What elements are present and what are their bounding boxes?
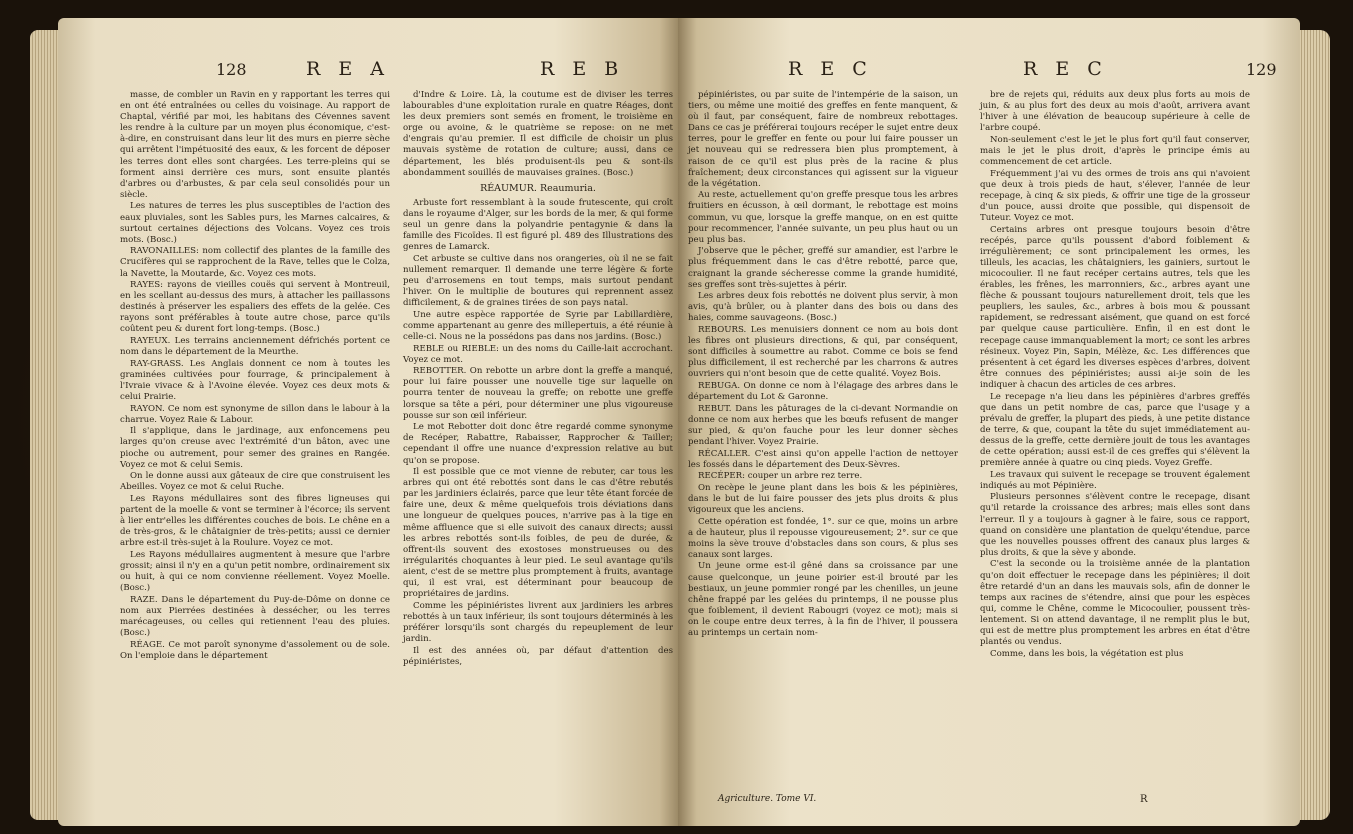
paragraph: REBOTTER. On rebotte un arbre dont la greffe a manqué, pour lui faire pousser une nouvelle tige sur laquelle on pourra tenter de nouveau la greffe; on rebotte une greffe lorsque sa tête a péri, pour déterminer une plus vigoureuse pousse sur son œil inférieur. xyxy=(403,366,673,421)
paragraph: Certains arbres ont presque toujours besoin d'être recépés, parce qu'ils poussent d'abord foiblement & irrégulièrement; ce sont principalement les ormes, les tilleuls, les acacias, les châtaigniers, les gainiers, surtout le micocoulier. Il ne faut recéper certains autres, tels que les érables, les frênes, les marronniers, &c., arbres ayant une flèche & poussant toujours naturellement droit, tels que les peupliers, les saules, &c., arbres à bois mou & poussant rapidement, se redressant aisément, que quand on est forcé par quelque cause particulière. Enfin, il en est dont le recepage cause immanquablement la mort; ce sont les arbres résineux. Voyez Pin, Sapin, Mélèze, &c. Les différences que présentent à cet égard les diverses espèces d'arbres, doivent être connues des pépiniéristes; aussi ai-je soin de les indiquer à chacun des articles de ces arbres. xyxy=(980,224,1250,390)
paragraph: Le recepage n'a lieu dans les pépinières d'arbres greffés que dans un petit nombre de cas, parce que l'usage y a prévalu de greffer, la plupart des pieds, à une petite distance de terre, & que, coupant la tête du sujet immédiatement au-dessus de la greffe, cette dernière jouit de tous les avantages de cette opération; aussi est-il de ces greffes qui s'élèvent la première année à quatre ou cinq pieds. Voyez Greffe. xyxy=(980,391,1250,469)
paragraph: Comme les pépiniéristes livrent aux jardiniers les arbres rebottés à un taux inférieur, ils sont toujours déterminés à les préférer lorsqu'ils sont chargés du repeuplement de leur jardin. xyxy=(403,600,673,644)
paragraph: RAYEUX. Les terrains anciennement défrichés portent ce nom dans le département de la Meurthe. xyxy=(120,336,390,358)
paragraph: RAYES: rayons de vieilles couës qui servent à Montreuil, en les scellant au-dessus des murs, à attacher les paillassons destinés à préserver les espaliers des effets de la gelée. Ces rayons sont préférables à toute autre chose, parce qu'ils coûtent peu & durent fort long-temps. (Bosc.) xyxy=(120,280,390,335)
paragraph: pépiniéristes, ou par suite de l'intempérie de la saison, un tiers, ou même une moitié des greffes en fente manquent, & où il faut, par conséquent, faire de nombreux rebottages. Dans ce cas je préférerai toujours recéper le sujet entre deux terres, pour le greffer en fente ou pour lui faire pousser un jet nouveau qui se redressera bien plus promptement, à raison de ce qu'il est plus près de la racine & plus fraîchement; deux circonstances qui agissent sur la vigueur de la végétation. xyxy=(688,90,958,189)
left-page-edges xyxy=(30,30,60,820)
paragraph: Les travaux qui suivent le recepage se trouvent également indiqués au mot Pépinière. xyxy=(980,469,1250,491)
paragraph: Plusieurs personnes s'élèvent contre le recepage, disant qu'il retarde la croissance des arbres; mais elles sont dans l'erreur. Il y a toujours à gagner à le faire, sous ce rapport, quand on considère une plantation de quelqu'étendue, parce que les nouvelles pousses offrent des canaux plus larges & plus droits, & que la sève y abonde. xyxy=(980,492,1250,558)
paragraph: Fréquemment j'ai vu des ormes de trois ans qui n'avoient que deux à trois pieds de haut, s'élever, l'année de leur recepage, à cinq & six pieds, & offrir une tige de la grosseur d'un pouce, aussi droite que possible, qui dispensoit de Tuteur. Voyez ce mot. xyxy=(980,168,1250,224)
right-page-edges xyxy=(1298,30,1330,820)
paragraph: Au reste, actuellement qu'on greffe presque tous les arbres fruitiers en écusson, à œil dormant, le rebottage est moins commun, vu que, lorsque la greffe manque, on en est quitte pour recommencer, l'année suivante, un peu plus haut ou un peu plus bas. xyxy=(688,190,958,245)
signature-mark: R xyxy=(1140,794,1148,805)
paragraph: Cet arbuste se cultive dans nos orangeries, où il ne se fait nullement remarquer. Il demande une terre légère & forte peu d'arrosemens en tout temps, mais surtout pendant l'hiver. On le multiplie de boutures qui reprennent assez difficilement, & de graines tirées de son pays natal. xyxy=(403,253,673,309)
paragraph: Les Rayons médullaires augmentent à mesure que l'arbre grossit; ainsi il n'y en a qu'un petit nombre, ordinairement six ou huit, à qui ce nom convienne réellement. Voyez Moelle. (Bosc.) xyxy=(120,549,390,594)
running-head-left: R E C xyxy=(788,58,873,80)
paragraph: RAYON. Ce nom est synonyme de sillon dans le labour à la charrue. Voyez Raie & Labour. xyxy=(120,403,390,425)
paragraph: On le donne aussi aux gâteaux de cire que construisent les Abeilles. Voyez ce mot & celui Ruche. xyxy=(120,471,390,493)
paragraph: Il est possible que ce mot vienne de rebuter, car tous les arbres qui ont été rebottés sont dans le cas d'être rebutés par les jardiniers éclairés, parce que leur tête étant forcée de faire une, deux & même quelquefois trois déviations dans une longueur de quelques pouces, n'arrive pas à la tige en même affluence que si elle suivoit des canaux directs; aussi les arbres rebottés sont-ils foibles, de peu de durée, & offrent-ils souvent des exostoses monstrueuses ou des irrégularités choquantes à leur pied. Le seul avantage qu'ils aient, c'est de se mettre plus promptement à fruits, avantage qui, il est vrai, est déterminant pour beaucoup de propriétaires de jardins. xyxy=(403,467,673,600)
right-column-2 xyxy=(980,90,1250,660)
paragraph: d'Indre & Loire. Là, la coutume est de diviser les terres labourables d'une exploitation rurale en quatre Réages, dont les deux premiers sont semés en froment, le troisième en orge ou avoine, & le quatrième se repose: on ne met d'engrais qu'au premier. Il est difficile de choisir un plus mauvais système de rotation de culture; aussi, dans ce département, les blés produisent-ils peu & sont-ils abondamment souillés de mauvaises graines. (Bosc.) xyxy=(403,90,673,178)
paragraph: RAZE. Dans le département du Puy-de-Dôme on donne ce nom aux Pierrées destinées à dessécher, ou les terres marécageuses, ou celles qui retiennent l'eau des pluies. (Bosc.) xyxy=(120,594,390,638)
paragraph: Non-seulement c'est le jet le plus fort qu'il faut conserver, mais le jet le plus droit, d'après le principe émis au commencement de cet article. xyxy=(980,134,1250,168)
running-head-right: R E C xyxy=(1023,58,1108,80)
paragraph: Comme, dans les bois, la végétation est plus xyxy=(990,648,1184,659)
paragraph: Les Rayons médullaires sont des fibres ligneuses qui partent de la moelle & vont se terminer à l'écorce; ils servent à lier entr'elles les différentes couches de bois. Le chêne en a de très-gros, & le châtaignier de très-petits; aussi ce dernier arbre est-il très-sujet à la Roulure. Voyez ce mot. xyxy=(120,493,390,549)
paragraph: On recèpe le jeune plant dans les bois & les pépinières, dans le but de lui faire pousser des jets plus droits & plus vigoureux que les anciens. xyxy=(688,482,958,515)
paragraph: J'observe que le pêcher, greffé sur amandier, est l'arbre le plus fréquemment dans le cas d'être rebotté, parce que, craignant la grande sécheresse comme la grande humidité, ses greffes sont très-sujettes à périr. xyxy=(688,246,958,290)
paragraph: Il est des années où, par défaut d'attention des pépiniéristes, xyxy=(403,645,673,667)
paragraph: masse, de combler un Ravin en y rapportant les terres qui en ont été entraînées ou celles du voisinage. Au rapport de Chaptal, vérifié par moi, les habitans des Cévennes savent les rendre à la culture par un moyen plus économique, c'est-à-dire, en construisant dans leur lit des murs en pierre sèche qui arrêtent l'impétuosité des eaux, & les forcent de déposer les terres dont elles sont chargées. Les terre-pleins qui se forment ainsi derrière ces murs, sont ensuite plantés d'arbres ou d'arbustes, & par cela seul consolidés pour un siècle. xyxy=(120,90,390,200)
running-head-right: R E B xyxy=(540,58,625,80)
right-column-1 xyxy=(688,90,958,640)
paragraph: REBOURS. Les menuisiers donnent ce nom au bois dont les fibres ont plusieurs directions, & qui, par conséquent, sont difficiles à soumettre au rabot. Comme ce bois se fend plus difficilement, il est recherché par les charrons & autres ouvriers qui n'ont besoin que de cette qualité. Voyez Bois. xyxy=(688,324,958,380)
paragraph: RAY-GRASS. Les Anglais donnent ce nom à toutes les graminées cultivées pour fourrage, & principalement à l'Ivraie vivace & à l'Avoine élevée. Voyez ces deux mots & celui Prairie. xyxy=(120,358,390,403)
left-column-2 xyxy=(403,90,673,668)
paragraph: Cette opération est fondée, 1°. sur ce que, moins un arbre a de hauteur, plus il repousse vigoureusement; 2°. sur ce que moins la sève trouve d'obstacles dans son cours, & plus ses canaux sont larges. xyxy=(688,516,958,560)
paragraph: Le mot Rebotter doit donc être regardé comme synonyme de Recéper, Rabattre, Rabaisser, Rapprocher & Tailler; cependant il offre une nuance d'expression relative au but qu'on se propose. xyxy=(403,422,673,466)
paragraph: RAVONAILLES: nom collectif des plantes de la famille des Crucifères qui se rapprochent de la Rave, telles que le Colza, la Navette, la Moutarde, &c. Voyez ces mots. xyxy=(120,246,390,279)
paragraph: Une autre espèce rapportée de Syrie par Labillardière, comme appartenant au genre des millepertuis, a été réunie à celle-ci. Nous ne la possédons pas dans nos jardins. (Bosc.) xyxy=(403,309,673,342)
paragraph: Les natures de terres les plus susceptibles de l'action des eaux pluviales, sont les Sables purs, les Marnes calcaires, & surtout certaines déjections des Volcans. Voyez ces trois mots. (Bosc.) xyxy=(120,201,390,245)
paragraph: Il s'applique, dans le jardinage, aux enfoncemens peu larges qu'on creuse avec l'extrémité d'un bâton, avec une pioche ou autrement, pour semer des graines en Rangée. Voyez ce mot & celui Semis. xyxy=(120,426,390,470)
page-number: 129 xyxy=(1246,60,1277,79)
paragraph: C'est la seconde ou la troisième année de la plantation qu'on doit effectuer le recepage dans les pépinières; il doit être retardé d'un an dans les mauvais sols, afin de donner le temps aux racines de s'étendre, ainsi que pour les espèces qui, comme le Chêne, comme le Micocoulier, poussent très-lentement. Si on attend davantage, il ne remplit plus le but, qui est de mettre plus promptement les arbres en état d'être plantés ou vendus. xyxy=(980,559,1250,648)
paragraph: RECÉPER: couper un arbre rez terre. xyxy=(698,471,863,482)
footer-volume: Agriculture. Tome VI. xyxy=(718,794,817,804)
running-head-left: R E A xyxy=(306,58,390,80)
left-page xyxy=(58,18,678,826)
paragraph: Les arbres deux fois rebottés ne doivent plus servir, à mon avis, qu'à brûler, ou à planter dans des bois ou dans des haies, comme sauvageons. (Bosc.) xyxy=(688,291,958,324)
paragraph: RÉCALLER. C'est ainsi qu'on appelle l'action de nettoyer les fossés dans le département des Deux-Sèvres. xyxy=(688,448,958,470)
right-page xyxy=(678,18,1300,826)
paragraph: bre de rejets qui, réduits aux deux plus forts au mois de juin, & au plus fort des deux au mois d'août, arrivera avant l'hiver à une élévation de beaucoup supérieure à celle de l'arbre coupé. xyxy=(980,90,1250,134)
left-column-1 xyxy=(120,90,390,662)
paragraph: REBLE ou RIEBLE: un des noms du Caille-lait accrochant. Voyez ce mot. xyxy=(403,343,673,365)
page-number: 128 xyxy=(216,60,247,79)
paragraph: RÉAUMUR. Reaumuria. xyxy=(480,182,596,194)
paragraph: Arbuste fort ressemblant à la soude frutescente, qui croît dans le royaume d'Alger, sur les bords de la mer, & qui forme seul un genre dans la polyandrie pentagynie & dans la famille des Ficoïdes. Il est figuré pl. 489 des Illustrations des genres de Lamarck. xyxy=(403,197,673,253)
paragraph: REBUT. Dans les pâturages de la ci-devant Normandie on donne ce nom aux herbes que les bœufs refusent de manger sur pied, & qu'on fauche pour les leur donner sèches pendant l'hiver. Voyez Prairie. xyxy=(688,403,958,447)
paragraph: Un jeune orme est-il gêné dans sa croissance par une cause quelconque, un jeune poirier est-il brouté par les bestiaux, un jeune pommier rongé par les chenilles, un jeune chêne frappé par les gelées du printemps, il ne pousse plus que foiblement, il devient Rabougri (voyez ce mot); mais si on le coupe entre deux terres, à la fin de l'hiver, il poussera au printemps un certain nom- xyxy=(688,561,958,638)
paragraph: RÉAGE. Ce mot paroît synonyme d'assolement ou de sole. On l'emploie dans le département xyxy=(120,639,390,661)
paragraph: REBUGA. On donne ce nom à l'élagage des arbres dans le département du Lot & Garonne. xyxy=(688,380,958,403)
